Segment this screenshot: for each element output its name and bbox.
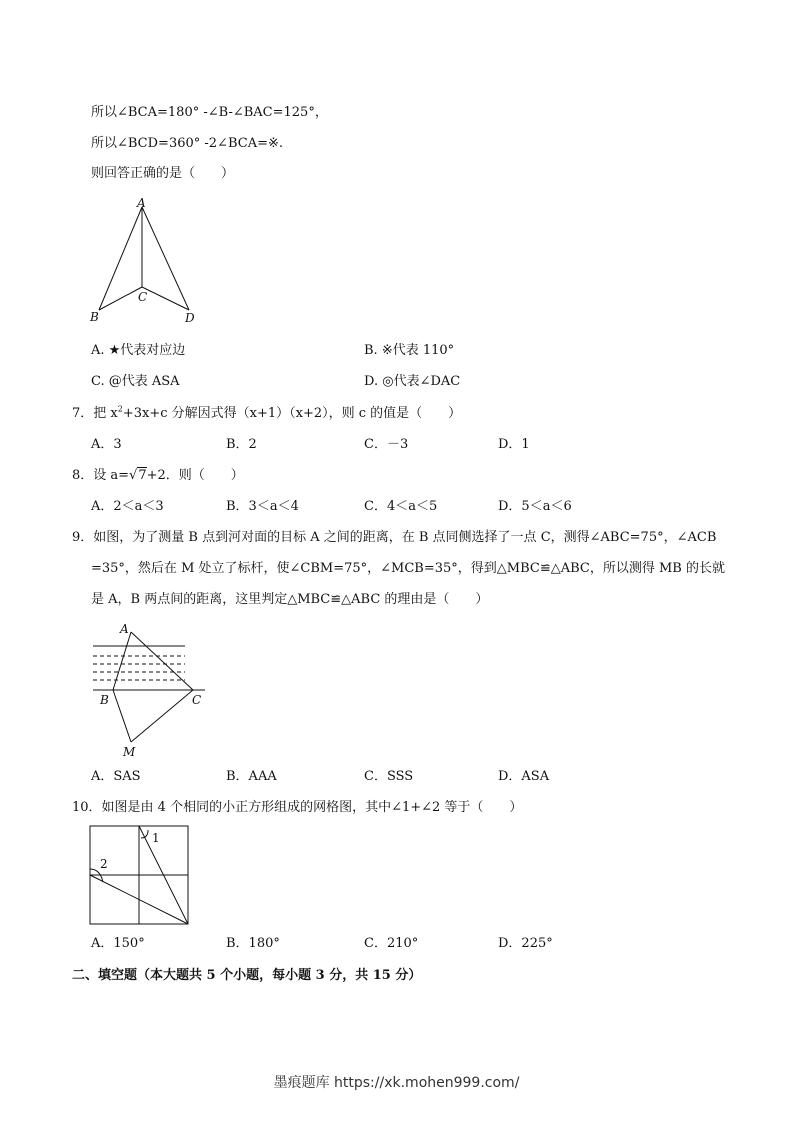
q9-label-m: M — [123, 745, 136, 759]
q10-option-c: C．210° — [364, 936, 419, 951]
q9-option-a: A．SAS — [91, 769, 141, 784]
q6-option-a: A. ★代表对应边 — [91, 343, 186, 358]
q8-option-b: B．3＜a＜4 — [226, 499, 299, 514]
section-2-heading: 二、填空题（本大题共 5 个小题，每小题 3 分，共 15 分） — [72, 968, 422, 983]
intro-line-3: 则回答正确的是（ ） — [91, 166, 235, 181]
q7-text-a: 把 x — [93, 406, 118, 421]
q6-option-d: D. ◎代表∠DAC — [364, 374, 461, 389]
q9-label-a: A — [120, 622, 129, 636]
q6-label-c: C — [138, 290, 148, 304]
q10-angle-label-1: 1 — [152, 831, 160, 845]
q8-text-a: 8．设 a= — [72, 468, 130, 483]
q6-label-b: B — [90, 310, 99, 324]
q8-option-a: A．2＜a＜3 — [91, 499, 164, 514]
q9-line-1: 9．如图，为了测量 B 点到河对面的目标 A 之间的距离，在 B 点同侧选择了一点 C，测得∠ABC=75°，∠ACB — [72, 530, 717, 545]
q9-option-d: D．ASA — [498, 769, 550, 784]
q6-triangle-figure — [85, 195, 215, 330]
q9-line-3: 是 A，B 两点间的距离，这里判定△MBC≌△ABC 的理由是（ ） — [91, 592, 489, 607]
q9-river-figure — [85, 618, 215, 763]
q8-option-d: D．5＜a＜6 — [498, 499, 572, 514]
q10-option-a: A．150° — [91, 936, 145, 951]
q6-option-b: B. ※代表 110° — [364, 343, 455, 358]
q9-option-b: B．AAA — [226, 769, 277, 784]
q7-text-b: +3x+c 分解因式得（x+1）（x+2），则 c 的值是（ ） — [122, 406, 462, 421]
q8-text-b: +2．则（ ） — [146, 468, 244, 483]
q8-sqrt-argument: 7 — [138, 468, 147, 483]
q7-option-d: D．1 — [498, 437, 530, 452]
q6-label-a: A — [137, 196, 146, 210]
footer-watermark: 墨痕题库 https://xk.mohen999.com/ — [273, 1075, 520, 1091]
q9-option-c: C．SSS — [364, 769, 414, 784]
intro-line-2: 所以∠BCD=360° -2∠BCA=※. — [91, 136, 283, 151]
intro-line-1: 所以∠BCA=180° -∠B-∠BAC=125°， — [91, 105, 328, 120]
q7-exponent: 2 — [117, 404, 123, 414]
q6-option-c: C. @代表 ASA — [91, 374, 180, 389]
q8-option-c: C．4＜a＜5 — [364, 499, 438, 514]
q9-label-c: C — [192, 693, 202, 707]
q7-option-b: B．2 — [226, 437, 257, 452]
q10-grid-figure — [88, 824, 194, 928]
q7-number: 7． — [72, 406, 94, 421]
q10-option-d: D．225° — [498, 936, 553, 951]
q8-stem: 8．设 a=√7+2．则（ ） — [72, 468, 244, 483]
q10-angle-label-2: 2 — [100, 857, 108, 871]
q10-option-b: B．180° — [226, 936, 280, 951]
q7-option-a: A．3 — [91, 437, 122, 452]
q7-stem — [72, 406, 461, 422]
q9-label-b: B — [100, 693, 109, 707]
q9-line-2: =35°，然后在 M 处立了标杆，使∠CBM=75°，∠MCB=35°，得到△MBC≌△ABC，所以测得 MB 的长就 — [91, 561, 725, 576]
q10-stem: 10．如图是由 4 个相同的小正方形组成的网格图，其中∠1+∠2 等于（ ） — [72, 800, 523, 815]
q7-option-c: C．－3 — [364, 437, 409, 452]
q6-label-d: D — [185, 311, 195, 325]
